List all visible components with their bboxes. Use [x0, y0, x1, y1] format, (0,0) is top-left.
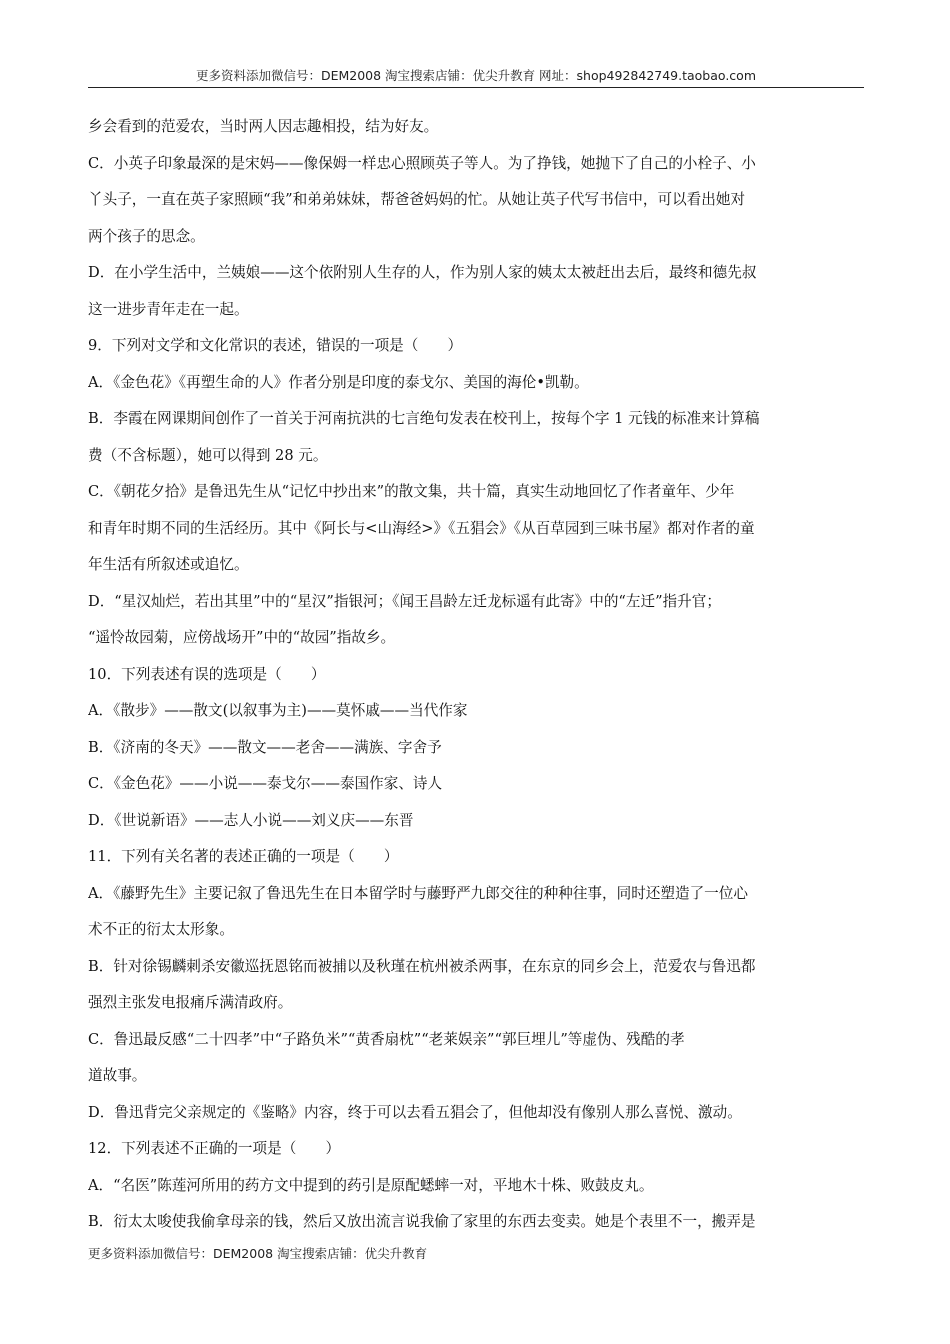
text-line: 年生活有所叙述或追忆。	[88, 556, 249, 573]
text-line: 强烈主张发电报痛斥满清政府。	[88, 994, 293, 1011]
text-line: D．在小学生活中，兰姨娘——这个依附别人生存的人，作为别人家的姨太太被赶出去后，最终和德先叔	[88, 264, 757, 281]
question-10-option-b: B．《济南的冬天》——散文——老舍——满族、字舍予	[88, 738, 442, 756]
question-9-option-a: A．《金色花》《再塑生命的人》作者分别是印度的泰戈尔、美国的海伦•凯勒。	[88, 373, 589, 391]
question-11-option-c: C．鲁迅最反感“二十四孝”中“子路负米”“黄香扇枕”“老莱娱亲”“郭巨埋儿”等虚伪、残酷的孝	[88, 1030, 685, 1048]
question-9-option-b: B．李霞在网课期间创作了一首关于河南抗洪的七言绝句发表在校刊上，按每个字 1 元钱的标准来计算稿	[88, 410, 760, 427]
document-body	[88, 109, 864, 1241]
header-divider	[88, 87, 864, 88]
text-line: 术不正的衍太太形象。	[88, 921, 234, 938]
question-10: 10．下列表述有误的选项是（ ）	[88, 665, 326, 683]
question-11: 11．下列有关名著的表述正确的一项是（ ）	[88, 848, 399, 865]
question-12-option-b: B．衍太太唆使我偷拿母亲的钱，然后又放出流言说我偷了家里的东西去变卖。她是个表里不一，搬弄是	[88, 1213, 756, 1230]
question-10-option-a: A．《散步》——散文(以叙事为主)——莫怀戚——当代作家	[88, 702, 468, 719]
question-11-option-d: D．鲁迅背完父亲规定的《鉴略》内容，终于可以去看五猖会了，但他却没有像别人那么喜悦、激动。	[88, 1103, 742, 1121]
page-footer: 更多资料添加微信号：DEM2008 淘宝搜索店铺：优尖升教育	[88, 1246, 428, 1261]
text-line: 和青年时期不同的生活经历。其中《阿长与<山海经>》《五猖会》《从百草园到三味书屋》都对作者的童	[88, 519, 755, 537]
text-line: 丫头子，一直在英子家照顾“我”和弟弟妹妹，帮爸爸妈妈的忙。从她让英子代写书信中，可以看出她对	[88, 191, 746, 208]
text-line: 道故事。	[88, 1067, 147, 1084]
page-header: 更多资料添加微信号：DEM2008 淘宝搜索店铺：优尖升教育 网址：shop492842749.taobao.com	[195, 68, 757, 83]
question-9: 9．下列对文学和文化常识的表述，错误的一项是（ ）	[88, 337, 463, 354]
question-10-option-d: D．《世说新语》——志人小说——刘义庆——东晋	[88, 811, 414, 829]
question-11-option-b: B．针对徐锡麟刺杀安徽巡抚恩铭而被捕以及秋瑾在杭州被杀两事，在东京的同乡会上，范爱农与鲁迅都	[88, 957, 756, 975]
text-line: 费（不含标题），她可以得到 28 元。	[88, 446, 328, 464]
question-11-option-a: A．《藤野先生》主要记叙了鲁迅先生在日本留学时与藤野严九郎交往的种种往事，同时还塑造了一位心	[88, 884, 748, 902]
question-12: 12．下列表述不正确的一项是（ ）	[88, 1140, 341, 1157]
question-9-option-d: D．“星汉灿烂，若出其里”中的“星汉”指银河；《闻王昌龄左迁龙标遥有此寄》中的“左迁”指升官；	[88, 592, 721, 610]
text-line: 两个孩子的思念。	[88, 227, 205, 245]
text-line: “遥怜故园菊，应傍战场开”中的“故园”指故乡。	[88, 629, 396, 646]
text-line: 乡会看到的范爱农，当时两人因志趣相投，结为好友。	[88, 118, 439, 135]
question-10-option-c: C．《金色花》——小说——泰戈尔——泰国作家、诗人	[88, 775, 443, 792]
text-line: C．小英子印象最深的是宋妈——像保姆一样忠心照顾英子等人。为了挣钱，她抛下了自己的小栓子、小	[88, 154, 756, 172]
question-9-option-c: C．《朝花夕拾》是鲁迅先生从“记忆中抄出来”的散文集，共十篇，真实生动地回忆了作者童年、少年	[88, 483, 735, 500]
question-12-option-a: A．“名医”陈莲河所用的药方文中提到的药引是原配蟋蟀一对，平地木十株、败鼓皮丸。	[88, 1176, 654, 1194]
text-line: 这一进步青年走在一起。	[88, 300, 249, 318]
